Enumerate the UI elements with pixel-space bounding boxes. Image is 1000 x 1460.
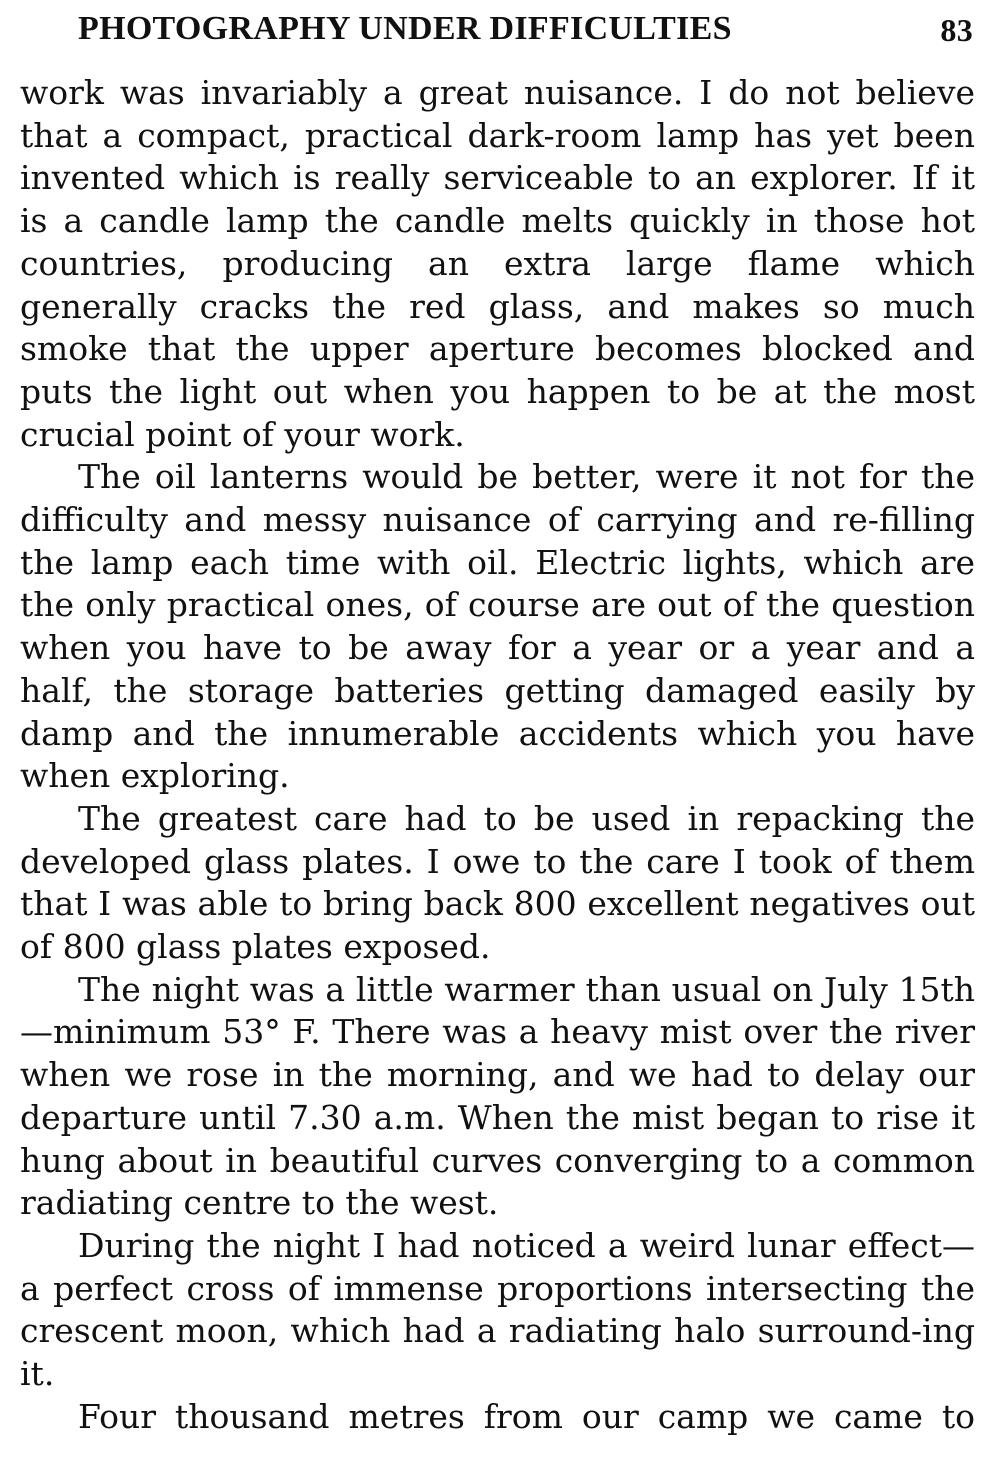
body-text (20, 72, 975, 1439)
paragraph-lamp-nuisance: work was invariably a great nuisance. I do not believe that a compact, practical dark-room lamp has yet been invented which is really serviceable to an explorer. If it is a candle lamp the candle melts quickly in those hot countries, producing an extra large flame which generally cracks the red glass, and makes so much smoke that the upper aperture becomes blocked and puts the light out when you happen to be at the most crucial point of your work. (20, 73, 975, 454)
paragraph-four-thousand-metres: Four thousand metres from our camp we came to (78, 1396, 975, 1436)
paragraph-lunar-effect: During the night I had noticed a weird lunar effect—a perfect cross of immense proportions intersecting the crescent moon, which had a radiating halo surround-ing it. (20, 1225, 975, 1394)
paragraph-glass-plates: The greatest care had to be used in repacking the developed glass plates. I owe to the care I took of them that I was able to bring back 800 excellent negatives out of 800 glass plates exposed. (20, 798, 975, 967)
paragraph-river-mist: The night was a little warmer than usual on July 15th—minimum 53° F. There was a heavy mist over the river when we rose in the morning, and we had to delay our departure until 7.30 a.m. When the mist began to rise it hung about in beautiful curves converging to a common radiating centre to the west. (20, 969, 975, 1223)
book-page (20, 0, 975, 1460)
running-header (20, 0, 975, 60)
paragraph-oil-lanterns: The oil lanterns would be better, were it not for the difficulty and messy nuisance of carrying and re-filling the lamp each time with oil. Electric lights, which are the only practical ones, of course are out of the question when you have to be away for a year or a year and a half, the storage batteries getting damaged easily by damp and the innumerable accidents which you have when exploring. (20, 457, 975, 796)
header-title: PHOTOGRAPHY UNDER DIFFICULTIES (78, 10, 732, 47)
page-number: 83 (940, 12, 973, 48)
